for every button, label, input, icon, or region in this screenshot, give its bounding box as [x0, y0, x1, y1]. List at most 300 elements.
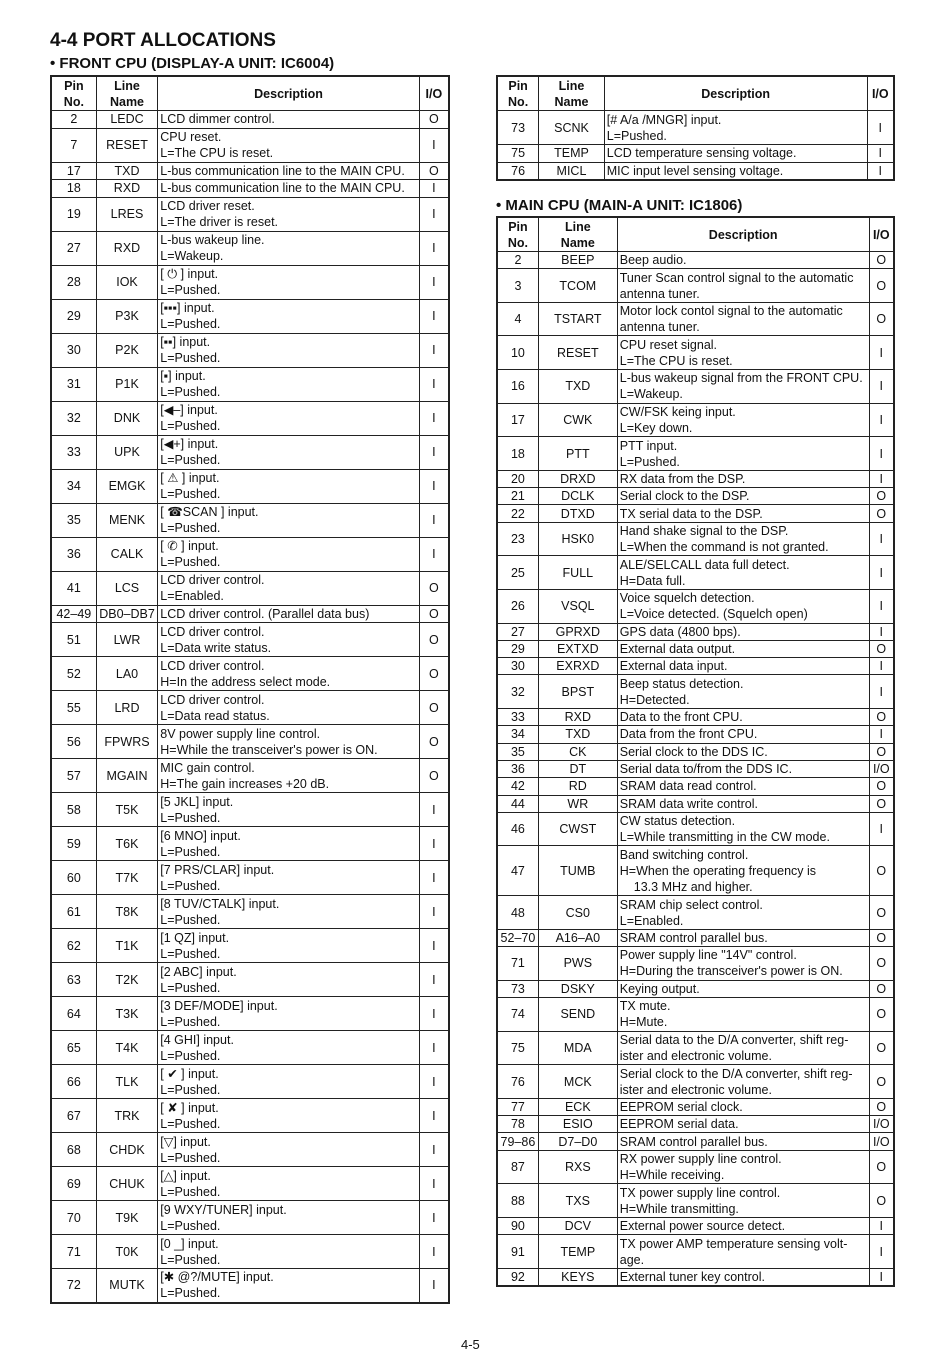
io-cell: I — [419, 435, 449, 469]
description-cell — [158, 623, 420, 657]
io-cell: I — [869, 812, 894, 846]
description-cell — [617, 675, 869, 709]
io-cell: O — [869, 252, 894, 269]
pin-cell: 16 — [497, 370, 538, 404]
table-row — [497, 162, 894, 180]
table-row — [51, 793, 449, 827]
io-cell: I — [419, 861, 449, 895]
description-cell — [617, 1150, 869, 1184]
line-name-cell: EXTXD — [538, 640, 617, 657]
io-cell: I — [419, 793, 449, 827]
description-cell — [158, 657, 420, 691]
table-row — [51, 623, 449, 657]
pin-cell: 90 — [497, 1217, 538, 1234]
table-row — [51, 197, 449, 231]
description-line: External power source detect. — [619, 1219, 786, 1234]
pin-cell: 48 — [497, 896, 538, 930]
description-line: ister and electronic volume. — [619, 1048, 772, 1063]
io-cell: O — [419, 657, 449, 691]
description-line: Tuner Scan control signal to the automatic — [619, 270, 854, 285]
table-row — [497, 488, 894, 505]
pin-cell: 64 — [51, 997, 96, 1031]
description-line: [▪▪▪] input. — [160, 301, 215, 315]
description-cell — [617, 640, 869, 657]
description-line: Power supply line "14V" control. — [619, 948, 797, 963]
table-row — [497, 998, 894, 1032]
line-name-cell: PTT — [538, 437, 617, 471]
description-line: Hand shake signal to the DSP. — [619, 524, 789, 539]
description-line: LCD driver control. — [160, 624, 265, 639]
line-name-cell: MENK — [96, 503, 158, 537]
description-cell — [617, 470, 869, 487]
line-name-cell: CHDK — [96, 1133, 158, 1167]
table-row — [497, 111, 894, 145]
pin-cell: 17 — [51, 162, 96, 180]
description-cell — [158, 299, 420, 333]
line-name-cell: RD — [538, 778, 617, 795]
description-cell — [617, 252, 869, 269]
column-header: Description — [158, 76, 420, 111]
io-cell: O — [869, 1150, 894, 1184]
description-line: EEPROM serial data. — [619, 1117, 739, 1132]
line-name-cell: RXD — [96, 231, 158, 265]
description-cell — [158, 1269, 420, 1303]
line-name-cell: TLK — [96, 1065, 158, 1099]
description-line: H=Detected. — [619, 692, 690, 707]
pin-cell: 67 — [51, 1099, 96, 1133]
description-line: TX serial data to the DSP. — [619, 506, 763, 521]
line-name-cell: DT — [538, 760, 617, 777]
line-name-cell: T1K — [96, 929, 158, 963]
io-cell: I — [867, 145, 894, 163]
io-cell: O — [419, 725, 449, 759]
line-name-cell: LEDC — [96, 111, 158, 129]
pin-cell: 52–70 — [497, 929, 538, 946]
description-line: Band switching control. — [619, 847, 749, 862]
pin-cell: 52 — [51, 657, 96, 691]
line-name-cell: T2K — [96, 963, 158, 997]
description-line: L=Data read status. — [160, 708, 270, 723]
pin-cell: 41 — [51, 571, 96, 605]
description-cell — [158, 265, 420, 299]
description-cell — [604, 162, 867, 180]
table-row — [497, 470, 894, 487]
pin-cell: 23 — [497, 522, 538, 556]
description-line: [ ✔ ] input. — [160, 1066, 219, 1081]
io-cell: O — [869, 998, 894, 1032]
line-name-cell: A16–A0 — [538, 929, 617, 946]
pin-cell: 76 — [497, 1065, 538, 1099]
description-line: CPU reset. — [160, 130, 222, 144]
description-cell — [158, 963, 420, 997]
table-row — [51, 725, 449, 759]
pin-cell: 55 — [51, 691, 96, 725]
line-name-cell: T3K — [96, 997, 158, 1031]
description-cell — [617, 795, 869, 812]
table-row — [51, 299, 449, 333]
line-name-cell: ECK — [538, 1098, 617, 1115]
table-row — [497, 1031, 894, 1065]
description-cell — [617, 623, 869, 640]
description-line: LCD temperature sensing voltage. — [606, 146, 797, 161]
description-cell — [158, 435, 420, 469]
pin-cell: 72 — [51, 1269, 96, 1303]
description-line: L=Key down. — [619, 420, 693, 435]
line-name-cell: MICL — [539, 162, 605, 180]
table-row — [51, 503, 449, 537]
table-row — [51, 1099, 449, 1133]
description-line: H=Mute. — [619, 1015, 668, 1030]
line-name-cell: T4K — [96, 1031, 158, 1065]
description-cell — [158, 997, 420, 1031]
table-row — [497, 1235, 894, 1269]
io-cell: I — [869, 1235, 894, 1269]
table-row — [497, 760, 894, 777]
description-line: [# A/a /MNGR] input. — [606, 112, 722, 127]
pin-cell: 79–86 — [497, 1133, 538, 1150]
table-row — [497, 947, 894, 981]
line-name-cell: P1K — [96, 367, 158, 401]
pin-cell: 66 — [51, 1065, 96, 1099]
description-line: LCD driver control. — [160, 692, 265, 707]
description-line: Motor lock contol signal to the automatic — [619, 304, 843, 319]
description-cell — [617, 1184, 869, 1218]
description-line: H=While receiving. — [619, 1168, 725, 1183]
column-header — [96, 76, 158, 111]
description-cell — [158, 725, 420, 759]
description-line: L=Pushed. — [160, 1252, 221, 1267]
pin-cell: 59 — [51, 827, 96, 861]
header-row — [497, 217, 894, 252]
pin-cell: 42–49 — [51, 605, 96, 623]
description-line: SRAM chip select control. — [619, 897, 763, 912]
line-name-cell: SEND — [538, 998, 617, 1032]
io-cell: I — [419, 401, 449, 435]
table-row — [497, 403, 894, 437]
description-cell — [617, 947, 869, 981]
table-row — [51, 759, 449, 793]
table-row — [51, 537, 449, 571]
description-cell — [158, 503, 420, 537]
io-cell: O — [869, 947, 894, 981]
pin-cell: 31 — [51, 367, 96, 401]
description-line: L=Pushed. — [160, 1116, 221, 1131]
pin-cell: 27 — [51, 231, 96, 265]
table-row — [497, 1184, 894, 1218]
table-row — [51, 895, 449, 929]
description-cell — [617, 929, 869, 946]
description-cell — [158, 197, 420, 231]
description-cell — [158, 111, 420, 129]
line-name-cell: BEEP — [538, 252, 617, 269]
table-row — [497, 302, 894, 336]
description-line: Serial clock to the DSP. — [619, 489, 750, 504]
table-row — [51, 861, 449, 895]
column-header: Description — [617, 217, 869, 252]
line-name-cell: GPRXD — [538, 623, 617, 640]
description-line: LCD driver control. — [160, 573, 265, 587]
io-cell: O — [869, 709, 894, 726]
io-cell: I — [869, 623, 894, 640]
description-line: [5 JKL] input. — [160, 794, 234, 809]
table-row — [497, 1098, 894, 1115]
table-row — [497, 658, 894, 675]
description-line: Beep audio. — [619, 253, 687, 268]
table-row — [497, 252, 894, 269]
description-line: LCD driver reset. — [160, 199, 255, 213]
description-line: H=The gain increases +20 dB. — [160, 776, 330, 791]
table-row — [497, 589, 894, 623]
line-name-cell: CALK — [96, 537, 158, 571]
table-row — [497, 437, 894, 471]
description-line: 8V power supply line control. — [160, 726, 321, 741]
pin-cell: 30 — [497, 658, 538, 675]
io-cell: O — [869, 743, 894, 760]
column-header-line: No. — [63, 94, 84, 109]
column-header — [538, 217, 617, 252]
description-cell — [617, 846, 869, 896]
line-name-cell: UPK — [96, 435, 158, 469]
table-row — [51, 265, 449, 299]
description-cell — [617, 1031, 869, 1065]
table-row — [497, 269, 894, 303]
io-cell: O — [869, 1184, 894, 1218]
io-cell: O — [869, 795, 894, 812]
description-line: [△] input. — [160, 1168, 211, 1183]
description-line: External data output. — [619, 641, 736, 656]
table-row — [497, 1150, 894, 1184]
description-line: [ ⏻ ] input. — [160, 267, 219, 281]
pin-cell: 70 — [51, 1201, 96, 1235]
description-line: [7 PRS/CLAR] input. — [160, 862, 275, 877]
description-line: age. — [619, 1252, 645, 1267]
main-cpu-table — [496, 216, 895, 1287]
io-cell: I — [869, 403, 894, 437]
line-name-cell: T8K — [96, 895, 158, 929]
column-header: I/O — [869, 217, 894, 252]
io-cell: I — [869, 1268, 894, 1286]
line-name-cell: DB0–DB7 — [96, 605, 158, 623]
pin-cell: 20 — [497, 470, 538, 487]
io-cell: I — [419, 1133, 449, 1167]
line-name-cell: RESET — [538, 336, 617, 370]
description-cell — [158, 537, 420, 571]
description-line: [ ✆ ] input. — [160, 539, 219, 553]
description-line: L=Pushed. — [160, 1082, 221, 1097]
description-line: MIC gain control. — [160, 760, 255, 775]
line-name-cell: TEMP — [539, 145, 605, 163]
description-line: CW/FSK keing input. — [619, 404, 736, 419]
table-row — [497, 1065, 894, 1099]
io-cell: I — [869, 556, 894, 590]
description-cell — [158, 1065, 420, 1099]
description-cell — [617, 1268, 869, 1286]
line-name-cell: TUMB — [538, 846, 617, 896]
description-line: Keying output. — [619, 981, 700, 996]
description-line: L=The driver is reset. — [160, 215, 279, 229]
column-header-line: Name — [554, 94, 589, 109]
pin-cell: 60 — [51, 861, 96, 895]
description-line: Data to the front CPU. — [619, 710, 743, 725]
io-cell: I — [869, 336, 894, 370]
pin-cell: 92 — [497, 1268, 538, 1286]
description-line: [9 WXY/TUNER] input. — [160, 1202, 287, 1217]
pin-cell: 32 — [51, 401, 96, 435]
table-row — [497, 370, 894, 404]
line-name-cell: TCOM — [538, 269, 617, 303]
description-line: External data input. — [619, 659, 728, 674]
pin-cell: 44 — [497, 795, 538, 812]
description-cell — [158, 180, 420, 198]
description-cell — [617, 437, 869, 471]
description-cell — [617, 778, 869, 795]
table-row — [51, 1133, 449, 1167]
column-header-line: Line — [558, 78, 585, 93]
pin-cell: 29 — [497, 640, 538, 657]
description-line: [▽] input. — [160, 1134, 211, 1149]
line-name-cell: RXD — [96, 180, 158, 198]
description-cell — [617, 1133, 869, 1150]
description-cell — [158, 1201, 420, 1235]
description-line: L-bus communication line to the MAIN CPU. — [160, 181, 405, 196]
description-cell — [158, 929, 420, 963]
table-row — [51, 1167, 449, 1201]
description-line: [◀+] input. — [160, 437, 219, 451]
io-cell: I — [869, 437, 894, 471]
description-cell — [617, 336, 869, 370]
header-row — [497, 76, 894, 111]
line-name-cell: TRK — [96, 1099, 158, 1133]
pin-cell: 21 — [497, 488, 538, 505]
pin-cell: 35 — [497, 743, 538, 760]
description-line: H=When the operating frequency is — [619, 863, 817, 878]
column-header-line: Pin — [508, 78, 528, 93]
description-cell — [617, 658, 869, 675]
pin-cell: 28 — [51, 265, 96, 299]
io-cell: I — [419, 128, 449, 162]
description-line: L=Pushed. — [160, 1048, 221, 1063]
pin-cell: 34 — [51, 469, 96, 503]
description-line: L=Pushed. — [160, 1014, 221, 1029]
description-line: [4 GHI] input. — [160, 1032, 234, 1047]
description-cell — [158, 128, 420, 162]
description-line: [1 QZ] input. — [160, 930, 230, 945]
io-cell: O — [419, 111, 449, 129]
line-name-cell: EMGK — [96, 469, 158, 503]
pin-cell: 71 — [497, 947, 538, 981]
pin-cell: 63 — [51, 963, 96, 997]
description-line: [▪] input. — [160, 369, 206, 383]
io-cell: I — [867, 111, 894, 145]
page-title: 4-4 PORT ALLOCATIONS — [50, 30, 276, 51]
description-cell — [617, 403, 869, 437]
line-name-cell: VSQL — [538, 589, 617, 623]
pin-cell: 78 — [497, 1116, 538, 1133]
line-name-cell: T5K — [96, 793, 158, 827]
line-name-cell: CHUK — [96, 1167, 158, 1201]
description-cell — [158, 469, 420, 503]
io-cell: I — [419, 1201, 449, 1235]
description-cell — [158, 895, 420, 929]
io-cell: O — [869, 896, 894, 930]
column-header: I/O — [419, 76, 449, 111]
description-cell — [617, 1217, 869, 1234]
description-line: L=Pushed. — [606, 128, 667, 143]
line-name-cell: BPST — [538, 675, 617, 709]
io-cell: I — [419, 827, 449, 861]
io-cell: I — [419, 929, 449, 963]
description-line: L=Enabled. — [619, 913, 684, 928]
description-cell — [617, 370, 869, 404]
main-cpu-heading: • MAIN CPU (MAIN-A UNIT: IC1806) — [496, 197, 743, 214]
pin-cell: 30 — [51, 333, 96, 367]
description-line: [3 DEF/MODE] input. — [160, 998, 278, 1013]
pin-cell: 73 — [497, 111, 539, 145]
line-name-cell: T0K — [96, 1235, 158, 1269]
io-cell: I — [869, 675, 894, 709]
line-name-cell: HSK0 — [538, 522, 617, 556]
description-line: L=Data write status. — [160, 640, 272, 655]
description-line: L=Pushed. — [160, 810, 221, 825]
line-name-cell: LRD — [96, 691, 158, 725]
table-row — [497, 846, 894, 896]
description-line: SRAM control parallel bus. — [619, 931, 768, 946]
line-name-cell: CWK — [538, 403, 617, 437]
line-name-cell: TEMP — [538, 1235, 617, 1269]
pin-cell: 56 — [51, 725, 96, 759]
line-name-cell: P2K — [96, 333, 158, 367]
column-header — [51, 76, 96, 111]
table-row — [51, 691, 449, 725]
pin-cell: 69 — [51, 1167, 96, 1201]
table-row — [497, 675, 894, 709]
table-row — [51, 1235, 449, 1269]
table-row — [51, 571, 449, 605]
description-line: TX power AMP temperature sensing volt- — [619, 1236, 848, 1251]
description-cell — [158, 861, 420, 895]
description-cell — [617, 505, 869, 522]
table-row — [51, 963, 449, 997]
description-line: L=Pushed. — [160, 487, 221, 501]
description-line: L=Wakeup. — [160, 249, 224, 263]
pin-cell: 18 — [497, 437, 538, 471]
pin-cell: 74 — [497, 998, 538, 1032]
line-name-cell: DTXD — [538, 505, 617, 522]
table-row — [497, 743, 894, 760]
pin-cell: 33 — [497, 709, 538, 726]
description-line: antenna tuner. — [619, 320, 700, 335]
pin-cell: 33 — [51, 435, 96, 469]
table-row — [51, 1031, 449, 1065]
line-name-cell: MUTK — [96, 1269, 158, 1303]
io-cell: I — [869, 589, 894, 623]
pin-cell: 77 — [497, 1098, 538, 1115]
pin-cell: 57 — [51, 759, 96, 793]
line-name-cell: EXRXD — [538, 658, 617, 675]
description-line: LCD dimmer control. — [160, 112, 275, 127]
description-cell — [617, 269, 869, 303]
table-row — [497, 929, 894, 946]
description-cell — [158, 401, 420, 435]
description-cell — [158, 571, 420, 605]
pin-cell: 25 — [497, 556, 538, 590]
io-cell: I — [419, 197, 449, 231]
table-row — [497, 505, 894, 522]
pin-cell: 75 — [497, 145, 539, 163]
description-line: Serial clock to the D/A converter, shift reg- — [619, 1066, 853, 1081]
table-row — [51, 1201, 449, 1235]
pin-cell: 22 — [497, 505, 538, 522]
